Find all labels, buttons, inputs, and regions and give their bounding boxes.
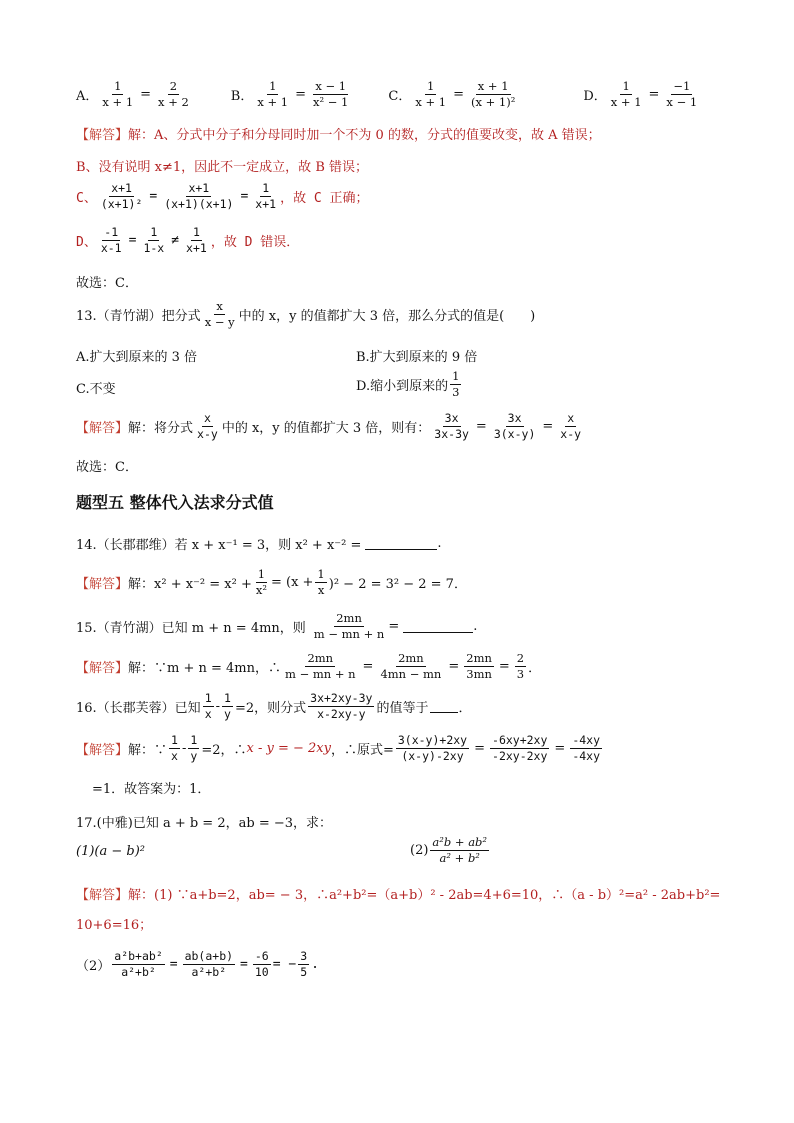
q13-option-d: D.缩小到原来的 $\frac{1}{3}$ xyxy=(356,369,460,400)
q17-answer-1: 【解答】 解：(1) ∵a+b=2，ab= − 3，∴a²+b²=（a+b）² - 2ab=4+6=10，∴（a - b）²=a² - 2ab+b²= xyxy=(76,888,721,903)
q16-stem: 16.（长郡芙蓉）已知 $\frac{1}{x}$ - $\frac{1}{y}$ =2，则分式 $\frac{3x+2xy-3y}{x-2xy-y}$ 的值等于 ． xyxy=(76,691,472,722)
option-a: A． $\frac{1}{x + 1}$ = $\frac{2}{x + 2}$ xyxy=(76,79,189,110)
q14-blank xyxy=(365,537,437,550)
q12-options xyxy=(76,80,734,109)
q17-parts xyxy=(76,836,734,872)
q13-option-b: B.扩大到原来的 9 倍 xyxy=(356,350,478,365)
q17-stem: 17.(中雅)已知 a + b = 2，ab = −3，求： xyxy=(76,816,333,831)
q14-stem: 14.（长郡郡维）若 x + x⁻¹ = 3，则 x² + x⁻² = . xyxy=(76,536,442,553)
q12-answer-c: C、 $\frac{x+1}{\text{(x+1)²}}$ = $\frac{x+1}{(x+1)(x+1)}$ = $\frac{1}{x+1}$ ，故 C 正确； xyxy=(76,181,369,212)
q15-blank xyxy=(403,620,473,633)
q14-answer: 【解答】 解：x² + x⁻² = x² + $\frac{1}{\text{x²}}$ = (x + $\frac{1}{x}$ )² − 2 = 3² − 2 = 7． xyxy=(76,567,467,598)
q15-answer: 【解答】 解：∵m + n = 4mn，∴ $\frac{2mn}{m - mn + n}$ = $\frac{2mn}{4mn - mn}$ = $\frac{2mn}{3mn}$ = $\frac{2}{3}$ ． xyxy=(76,651,542,682)
q17-answer-2: （2） $\frac{\text{a²b+ab²}}{\text{a²+b²}}$ = $\frac{ab(a+b)}{\text{a²+b²}}$ = $\frac{-6}{10}$ = − $\frac{3}{5}$ . xyxy=(76,949,319,980)
option-c: C． $\frac{1}{x + 1}$ = $\frac{x + 1}{\text{(x + 1)²}}$ xyxy=(388,79,516,110)
q17-answer-1b: 10+6=16； xyxy=(76,918,153,933)
q13-options-row1 xyxy=(76,346,734,366)
option-d: D． $\frac{1}{x + 1}$ = $\frac{-1}{x - 1}$ xyxy=(583,79,698,110)
q13-answer: 【解答】 解：将分式 $\frac{x}{x-y}$ 中的 x，y 的值都扩大 3 倍，则有： $\frac{3x}{3x-3y}$ = $\frac{3x}{3(x-y)}$ = $\frac{x}{x-y}$ xyxy=(76,411,582,442)
q16-blank xyxy=(430,700,458,713)
q17-part-1: (1)(a − b)² xyxy=(76,844,145,859)
q12-choose: 故选：C． xyxy=(76,276,138,291)
q13-option-a: A.扩大到原来的 3 倍 xyxy=(76,350,198,365)
q17-part-2: (2) $\frac{\text{a²b + ab²}}{\text{a² + b²}}$ xyxy=(410,835,488,866)
q15-stem: 15.（青竹湖）已知 m + n = 4mn，则 $\frac{2mn}{m - mn + n}$ = . xyxy=(76,611,478,642)
q13-choose: 故选：C． xyxy=(76,460,138,475)
q16-answer: 【解答】 解：∵ $\frac{1}{x}$ - $\frac{1}{y}$ =2，∴ x - y = − 2xy ，∴原式= $\frac{3(x-y)+2xy}{(x-y)-2xy}$ = $\frac{-6xy+2xy}{-2xy-2xy}$ = $\frac{-4xy}{-4xy}$ xyxy=(76,733,601,764)
q12-answer-d: D、 $\frac{-1}{x-1}$ = $\frac{1}{1-x}$ ≠ $\frac{1}{x+1}$ ，故 D 错误． xyxy=(76,225,300,256)
q16-answer-end: =1．故答案为：1． xyxy=(92,782,211,797)
q13-options-row2 xyxy=(76,370,734,400)
q13-stem: 13.（青竹湖）把分式 $\frac{x}{x - y}$ 中的 x，y 的值都扩大 3 倍，那么分式的值是( ) xyxy=(76,299,536,330)
option-b: B． $\frac{1}{x + 1}$ = $\frac{x - 1}{\text{x² − 1}}$ xyxy=(230,79,349,110)
q12-answer-b: B、没有说明 x≠1，因此不一定成立，故 B 错误； xyxy=(76,160,368,175)
q13-option-c: C.不变 xyxy=(76,382,116,397)
section-heading: 题型五 整体代入法求分式值 xyxy=(76,493,274,512)
q12-answer-a: 【解答】 解：A、分式中分子和分母同时加一个不为 0 的数，分式的值要改变，故 A 错误； xyxy=(76,128,601,143)
